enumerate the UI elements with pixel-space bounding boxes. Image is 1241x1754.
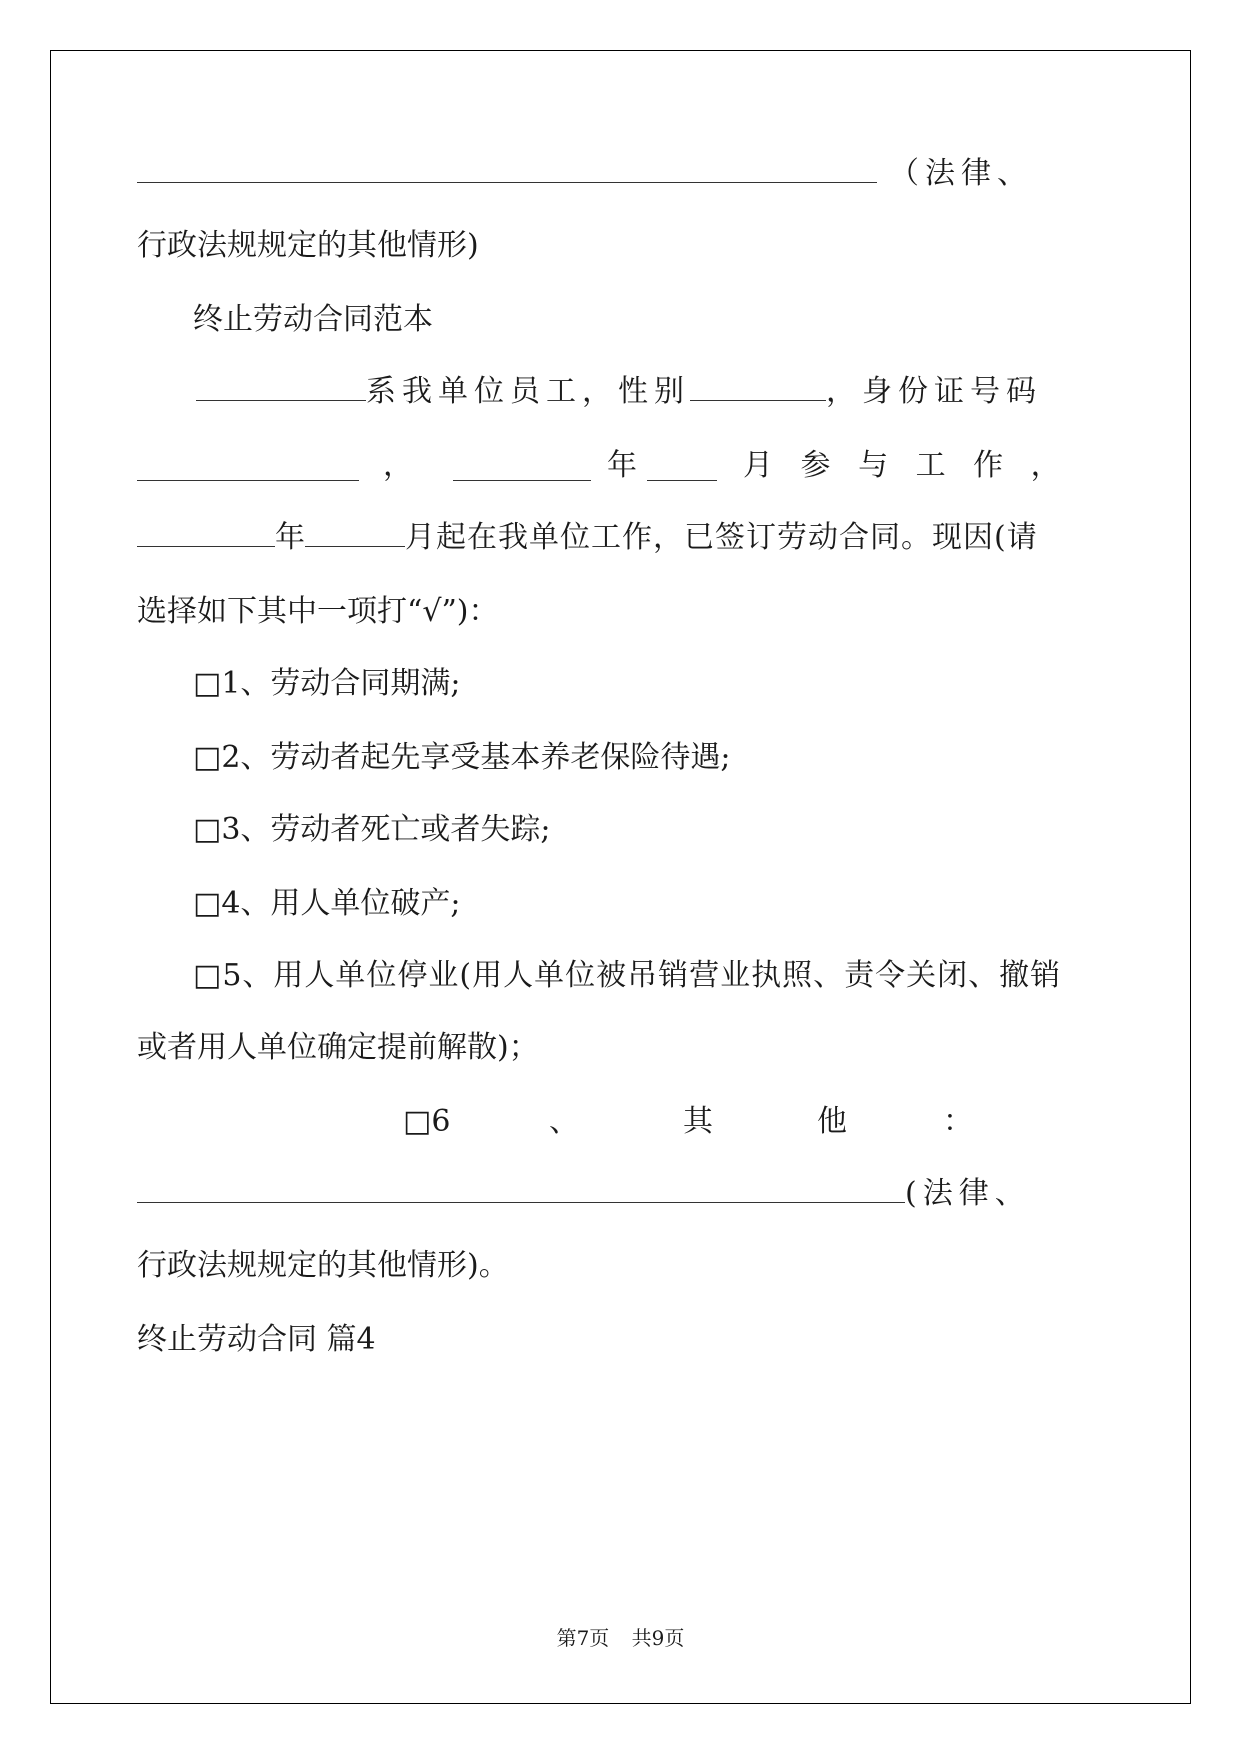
blank-field <box>137 154 877 183</box>
line-15 <box>137 1174 1031 1214</box>
option-2: □2、劳动者起先享受基本养老保险待遇; <box>193 740 731 775</box>
line-15-tail: (法律、 <box>905 1176 1031 1211</box>
blank-field <box>305 518 405 547</box>
option-6-box: □6 <box>403 1104 451 1139</box>
line-1-tail: （法律、 <box>889 156 1033 191</box>
line-6 <box>137 518 1038 558</box>
page-total: 共9页 <box>631 1626 685 1650</box>
blank-field <box>137 452 359 481</box>
option-5: □5、用人单位停业(用人单位被吊销营业执照、责令关闭、撤销 <box>193 958 1062 993</box>
line-6-tail: 月起在我单位工作，已签订劳动合同。现因(请 <box>405 520 1038 555</box>
line-5-year: 年 <box>607 448 637 483</box>
option-3: □3、劳动者死亡或者失踪; <box>193 812 551 847</box>
option-6-word-qi: 其 <box>683 1104 713 1139</box>
line-7: 选择如下其中一项打“√”)： <box>137 594 499 629</box>
option-1: □1、劳动合同期满; <box>193 666 461 701</box>
page-border <box>50 50 1191 1704</box>
option-6-separator: 、 <box>549 1104 579 1139</box>
line-4-text-b: ，身份证号码 <box>826 374 1042 409</box>
blank-field <box>196 372 366 401</box>
section-title: 终止劳动合同 篇4 <box>137 1322 376 1357</box>
line-1 <box>137 154 1033 194</box>
line-5-tail: 月 参 与 工 作 ， <box>743 448 1070 483</box>
sample-heading: 终止劳动合同范本 <box>193 302 433 337</box>
blank-field <box>647 452 717 481</box>
option-6-word-ta: 他 <box>817 1104 847 1139</box>
line-6-year: 年 <box>275 520 305 555</box>
option-4: □4、用人单位破产; <box>193 886 461 921</box>
line-5-comma: ， <box>383 448 413 483</box>
line-4 <box>196 372 1042 412</box>
option-6-colon: ： <box>943 1104 973 1139</box>
blank-field <box>453 452 591 481</box>
blank-field <box>690 372 826 401</box>
page-number: 第7页 <box>556 1626 610 1650</box>
blank-field <box>137 518 275 547</box>
line-16: 行政法规规定的其他情形)。 <box>137 1248 509 1283</box>
option-5-continued: 或者用人单位确定提前解散)； <box>137 1030 539 1065</box>
page-footer <box>0 1622 1241 1651</box>
blank-field <box>137 1174 905 1203</box>
line-2: 行政法规规定的其他情形) <box>137 228 479 263</box>
line-4-text-a: 系我单位员工，性别 <box>366 374 690 409</box>
